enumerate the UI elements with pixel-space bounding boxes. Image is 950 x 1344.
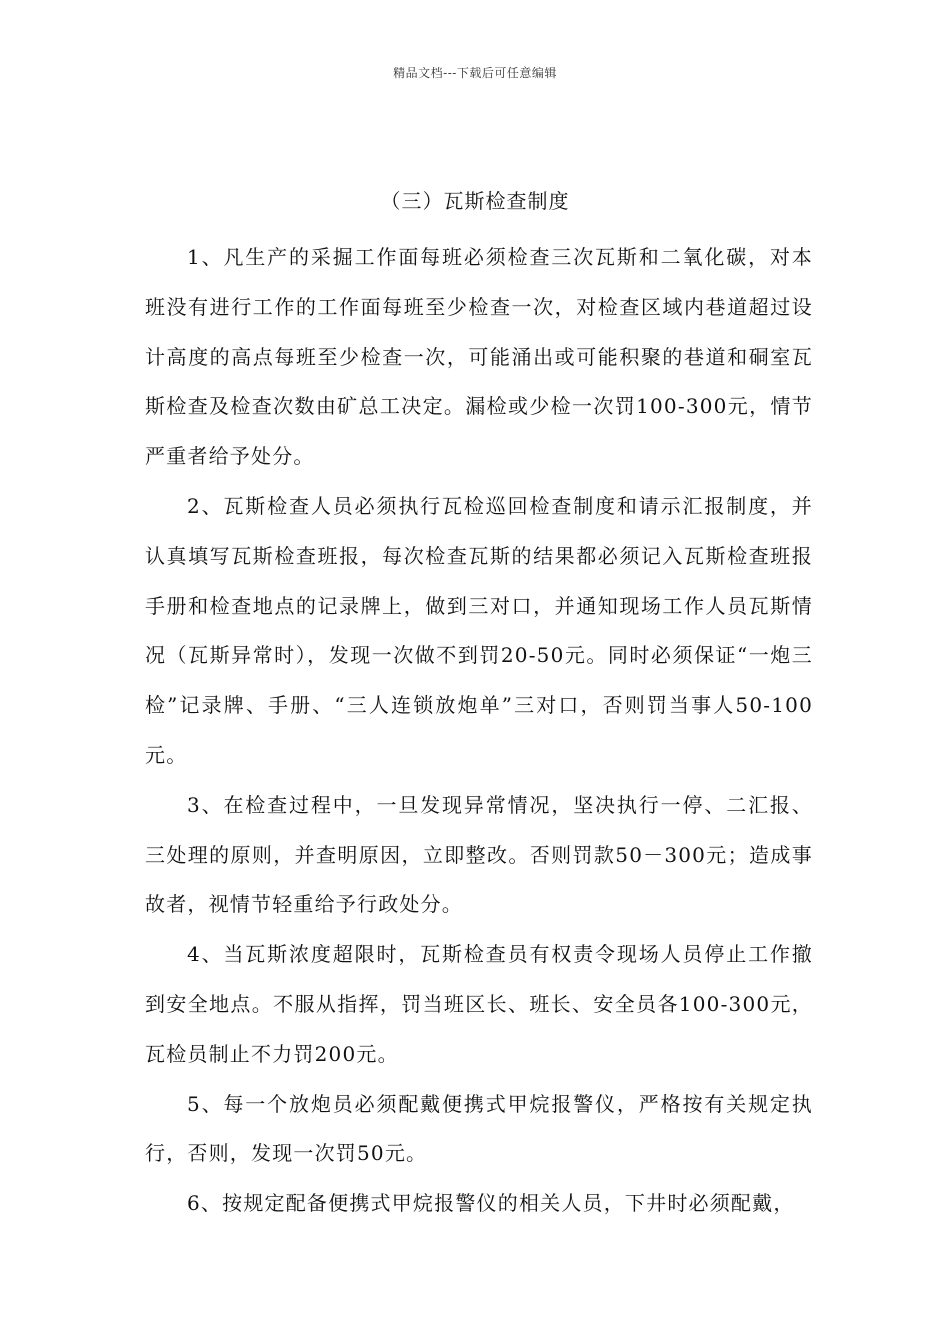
paragraph-1: 1、凡生产的采掘工作面每班必须检查三次瓦斯和二氧化碳，对本班没有进行工作的工作面每班至少检查一次，对检查区域内巷道超过设计高度的高点每班至少检查一次，可能涌出或可能积聚的巷道和硐室瓦斯检查及检查次数由矿总工决定。漏检或少检一次罚100-300元，情节严重者给予处分。 [145,245,813,469]
paragraph-2: 2、瓦斯检查人员必须执行瓦检巡回检查制度和请示汇报制度，并认真填写瓦斯检查班报，每次检查瓦斯的结果都必须记入瓦斯检查班报手册和检查地点的记录牌上，做到三对口，并通知现场工作人员瓦斯情况（瓦斯异常时），发现一次做不到罚20-50元。同时必须保证“一炮三检”记录牌、手册、“三人连锁放炮单”三对口，否则罚当事人50-100元。 [145,493,813,767]
paragraph-4: 4、当瓦斯浓度超限时，瓦斯检查员有权责令现场人员停止工作撤到安全地点。不服从指挥，罚当班区长、班长、安全员各100-300元，瓦检员制止不力罚200元。 [145,942,813,1066]
paragraph-3: 3、在检查过程中，一旦发现异常情况，坚决执行一停、二汇报、三处理的原则，并查明原因，立即整改。否则罚款50－300元；造成事故者，视情节轻重给予行政处分。 [145,792,813,917]
document-body [145,233,813,1229]
page-header: 精品文档---下载后可任意编辑 [393,66,557,80]
document-title: （三）瓦斯检查制度 [380,189,570,213]
paragraph-6: 6、按规定配备便携式甲烷报警仪的相关人员，下井时必须配戴， [187,1191,795,1216]
paragraph-5: 5、每一个放炮员必须配戴便携式甲烷报警仪，严格按有关规定执行，否则，发现一次罚50元。 [145,1091,813,1166]
